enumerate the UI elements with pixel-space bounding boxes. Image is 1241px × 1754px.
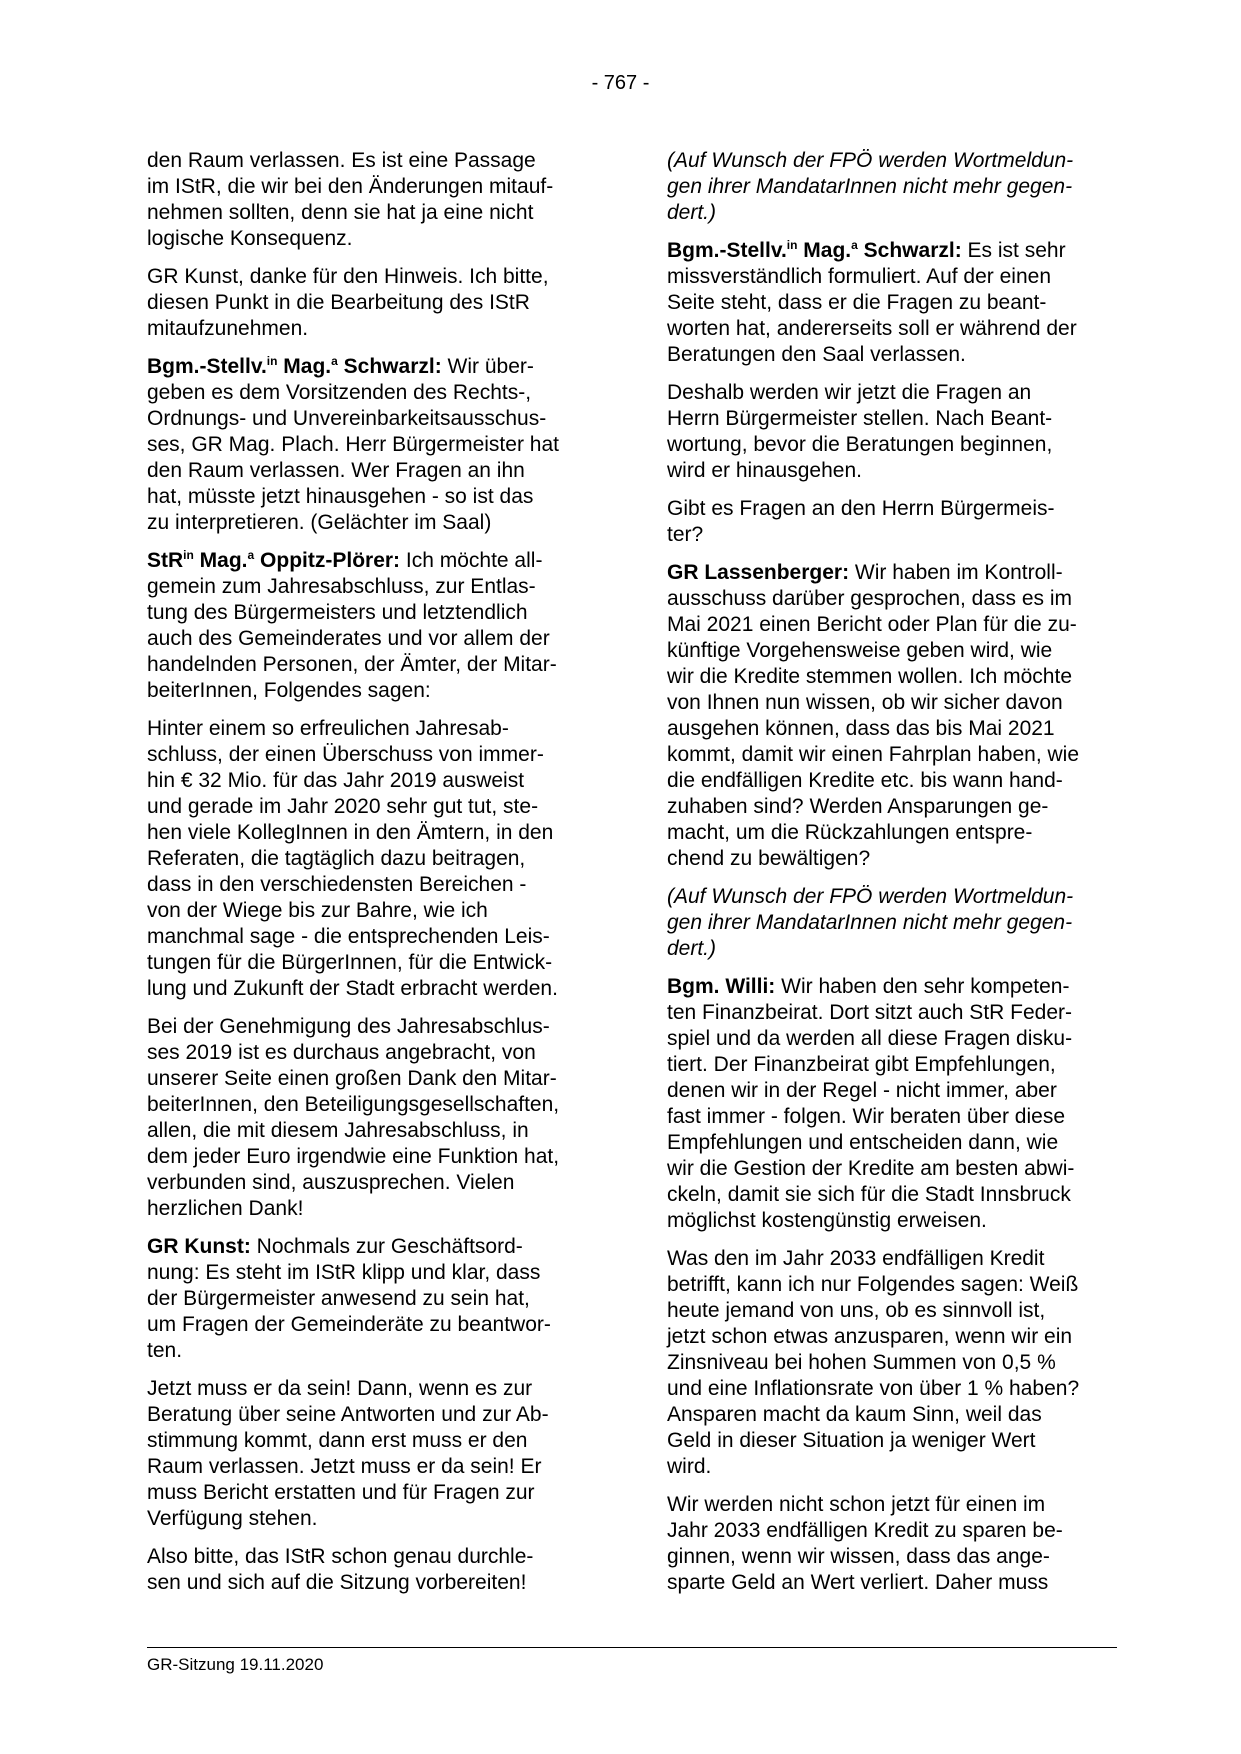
speaker-name	[667, 975, 775, 998]
speaker-degree: Mag.	[193, 549, 248, 572]
speaker-title: Bgm.-Stellv.	[667, 239, 787, 262]
paragraph-text: Hinter einem so erfreulichen Jahresab- schluss, der einen Überschuss von immer- hin € 32 Mio. für das Jahr 2019 ausweist und gerade im Jahr 2020 sehr gut tut, ste- hen viele KollegInnen in den Ämtern, in den Referaten, die tagtäglich dazu beitragen, dass in den verschiedensten Bereichen - von der Wiege bis zur Bahre, wie ich manchmal sage - die entsprechenden Leis- tungen für die BürgerInnen, für die Entwick- lung und Zukunft der Stadt erbracht werden.	[147, 717, 558, 1000]
right-column	[667, 148, 1117, 1608]
footer-divider	[147, 1647, 1117, 1648]
paragraph-text: den Raum verlassen. Es ist eine Passage im IStR, die wir bei den Änderungen mitauf- nehmen sollten, denn sie hat ja eine nicht logische Konsequenz.	[147, 149, 554, 250]
paragraph-text: Wir werden nicht schon jetzt für einen im Jahr 2033 endfälligen Kredit zu sparen be- ginnen, wenn wir wissen, dass das ange- sparte Geld an Wert verliert. Daher muss	[667, 1493, 1063, 1594]
speaker-title: Bgm. Willi:	[667, 975, 776, 998]
speaker-name	[667, 239, 962, 262]
paragraph	[667, 560, 1117, 872]
speaker-name	[147, 549, 400, 572]
paragraph-text: Wir haben den sehr kompeten- ten Finanzbeirat. Dort sitzt auch StR Feder- spiel und da werden all diese Fragen disku- tiert. Der Finanzbeirat gibt Empfehlungen, denen wir in der Regel - nicht immer, aber fast immer - folgen. Wir beraten über diese Empfehlungen und entscheiden dann, wie wir die Gestion der Kredite am besten abwi- ckeln, damit sie sich für die Stadt Innsbruck möglichst kostengünstig erweisen.	[667, 975, 1075, 1232]
speaker-name	[667, 561, 849, 584]
left-column	[147, 148, 597, 1608]
footer-session-date: GR-Sitzung 19.11.2020	[147, 1655, 324, 1674]
speaker-title: GR Lassenberger:	[667, 561, 850, 584]
paragraph	[147, 354, 597, 536]
speaker-superscript: in	[266, 354, 278, 368]
speaker-title: Bgm.-Stellv.	[147, 355, 267, 378]
speaker-surname: Schwarzl:	[337, 355, 442, 378]
paragraph	[667, 496, 1117, 548]
speaker-superscript: in	[183, 548, 194, 562]
paragraph	[667, 1246, 1117, 1480]
speaker-title: StR	[147, 549, 184, 572]
paragraph	[147, 148, 597, 252]
speaker-name	[147, 1235, 251, 1258]
paragraph-text: GR Kunst, danke für den Hinweis. Ich bitte, diesen Punkt in die Bearbeitung des IStR mitaufzunehmen.	[147, 265, 549, 340]
paragraph	[147, 1234, 597, 1364]
paragraph	[147, 1014, 597, 1222]
speaker-degree: Mag.	[797, 239, 852, 262]
paragraph	[667, 380, 1117, 484]
speaker-surname: Oppitz-Plörer:	[254, 549, 401, 572]
paragraph	[667, 148, 1117, 226]
paragraph	[147, 264, 597, 342]
paragraph-text: Wir haben im Kontroll- ausschuss darüber gesprochen, dass es im Mai 2021 einen Bericht oder Plan für die zu- künftige Vorgehensweise geben wird, wie wir die Kredite stemmen wollen. Ich möchte von Ihnen nun wissen, ob wir sicher davon ausgehen können, dass das bis Mai 2021 kommt, damit wir einen Fahrplan haben, wie die endfälligen Kredite etc. bis wann hand- zuhaben sind? Werden Ansparungen ge- macht, um die Rückzahlungen entspre- chend zu bewältigen?	[667, 561, 1080, 870]
paragraph-text: Wir über- geben es dem Vorsitzenden des Rechts-, Ordnungs- und Unvereinbarkeitsausschus- ses, GR Mag. Plach. Herr Bürgermeister hat den Raum verlassen. Wer Fragen an ihn hat, müsste jetzt hinausgehen - so ist das zu interpretieren. (Gelächter im Saal)	[147, 355, 559, 534]
speaker-superscript: a	[851, 238, 858, 252]
paragraph	[147, 1376, 597, 1532]
paragraph-text: Deshalb werden wir jetzt die Fragen an Herrn Bürgermeister stellen. Nach Beant- wortung, bevor die Beratungen beginnen, wird er hinausgehen.	[667, 381, 1053, 482]
speaker-surname: Schwarzl:	[857, 239, 962, 262]
paragraph	[667, 238, 1117, 368]
paragraph-text: Gibt es Fragen an den Herrn Bürgermeis- ter?	[667, 497, 1055, 546]
paragraph	[147, 1544, 597, 1596]
paragraph-text: Also bitte, das IStR schon genau durchle- sen und sich auf die Sitzung vorbereiten!	[147, 1545, 534, 1594]
paragraph-text: Was den im Jahr 2033 endfälligen Kredit betrifft, kann ich nur Folgendes sagen: Weiß heute jemand von uns, ob es sinnvoll ist, jetzt schon etwas anzusparen, wenn wir ein Zinsniveau bei hohen Summen von 0,5 % und eine Inflationsrate von über 1 % haben? Ansparen macht da kaum Sinn, weil das Geld in dieser Situation ja weniger Wert wird.	[667, 1247, 1080, 1478]
paragraph	[667, 974, 1117, 1234]
paragraph-text: (Auf Wunsch der FPÖ werden Wortmeldun- gen ihrer MandatarInnen nicht mehr gegen- dert.)	[667, 885, 1074, 960]
paragraph-text: Es ist sehr missverständlich formuliert. Auf der einen Seite steht, dass er die Fragen zu beant- worten hat, andererseits soll er während der Beratungen den Saal verlassen.	[667, 239, 1077, 366]
paragraph-text: Jetzt muss er da sein! Dann, wenn es zur Beratung über seine Antworten und zur Ab- stimmung kommt, dann erst muss er den Raum verlassen. Jetzt muss er da sein! Er muss Bericht erstatten und für Fragen zur Verfügung stehen.	[147, 1377, 549, 1530]
speaker-degree: Mag.	[277, 355, 332, 378]
paragraph	[147, 716, 597, 1002]
paragraph	[147, 548, 597, 704]
paragraph	[667, 1492, 1117, 1596]
paragraph-text: (Auf Wunsch der FPÖ werden Wortmeldun- gen ihrer MandatarInnen nicht mehr gegen- dert.)	[667, 149, 1074, 224]
speaker-superscript: in	[786, 238, 798, 252]
speaker-superscript: a	[331, 354, 338, 368]
paragraph-text: Bei der Genehmigung des Jahresabschlus- ses 2019 ist es durchaus angebracht, von unserer Seite einen großen Dank den Mitar- beiterInnen, den Beteiligungsgesellschaften, allen, die mit diesem Jahresabschluss, in dem jeder Euro irgendwie eine Funktion hat, verbunden sind, auszusprechen. Vielen herzlichen Dank!	[147, 1015, 560, 1220]
speaker-name	[147, 355, 442, 378]
paragraph	[667, 884, 1117, 962]
paragraph-text: Nochmals zur Geschäftsord- nung: Es steht im IStR klipp und klar, dass der Bürgermeister anwesend zu sein hat, um Fragen der Gemeinderäte zu beantwor- ten.	[147, 1235, 551, 1362]
page-number: - 767 -	[591, 72, 650, 94]
speaker-superscript: a	[247, 548, 255, 562]
speaker-title: GR Kunst:	[147, 1235, 251, 1258]
paragraph-text: Ich möchte all- gemein zum Jahresabschluss, zur Entlas- tung des Bürgermeisters und letztendlich auch des Gemeinderates und vor allem der handelnden Personen, der Ämter, der Mitar- beiterInnen, Folgendes sagen:	[147, 549, 557, 702]
